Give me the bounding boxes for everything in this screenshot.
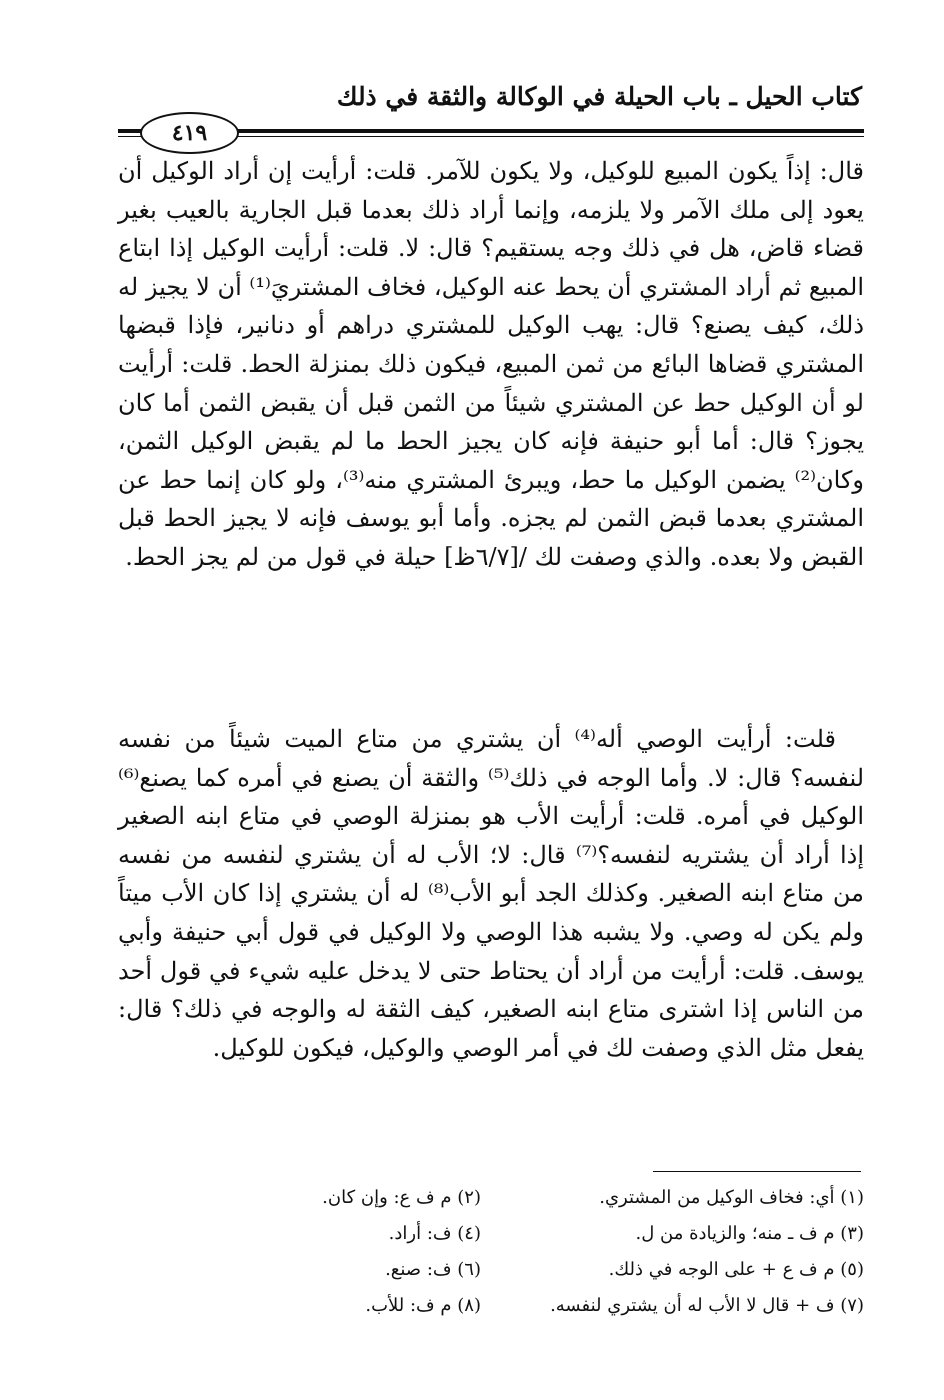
paragraph-2: قلت: أرأيت الوصي أله⁽⁴⁾ أن يشتري من متاع الميت شيئاً من نفسه لنفسه؟ قال: لا. وأما الوجه في ذلك⁽⁵⁾ والثقة أن يصنع في أمره كما يصنع⁽⁶⁾ الوكيل في أمره. قلت: أرأيت الأب هو بمنزلة الوصي في متاع ابنه الصغير إذا أراد أن يشتريه لنفسه؟⁽⁷⁾ قال: لا؛ الأب له أن يشتري لنفسه من نفسه من متاع ابنه الصغير. وكذلك الجد أبو الأب⁽⁸⁾ له أن يشتري إذا كان الأب ميتاً ولم يكن له وصي. ولا يشبه هذا الوصي ولا الوكيل في قول أبي حنيفة وأبي يوسف. قلت: أرأيت من أراد أن يحتاط حتى لا يدخل عليه شيء في قول أحد من الناس إذا اشترى متاع ابنه الصغير، كيف الثقة له والوجه في ذلك؟ قال: يفعل مثل الذي وصفت لك في أمر الوصي والوكيل، فيكون للوكيل. bbox=[118, 725, 865, 1062]
running-header-title: كتاب الحيل ـ باب الحيلة في الوكالة والثقة في ذلك bbox=[336, 82, 862, 111]
footnote-8: (٨) م ف: للأب. bbox=[365, 1295, 481, 1316]
footnote-4: (٤) ف: أراد. bbox=[388, 1223, 481, 1244]
footnote-7: (٧) ف + قال لا الأب له أن يشتري لنفسه. bbox=[550, 1295, 864, 1316]
footnote-separator bbox=[653, 1171, 861, 1172]
page-number: ٤١٩ bbox=[140, 112, 239, 154]
footnote-1: (١) أي: فخاف الوكيل من المشتري. bbox=[599, 1187, 864, 1208]
paragraph-1: قال: إذاً يكون المبيع للوكيل، ولا يكون للآمر. قلت: أرأيت إن أراد الوكيل أن يعود إلى ملك الآمر ولا يلزمه، وإنما أراد ذلك بعدما قبل الجارية بالعيب بغير قضاء قاض، هل في ذلك وجه يستقيم؟ قال: لا. قلت: أرأيت الوكيل إذا ابتاع المبيع ثم أراد المشتري أن يحط عنه الوكيل، فخاف المشتريَ⁽¹⁾ أن لا يجيز له ذلك، كيف يصنع؟ قال: يهب الوكيل للمشتري دراهم أو دنانير، فإذا قبضها المشتري قضاها البائع من ثمن المبيع، فيكون ذلك بمنزلة الحط. قلت: أرأيت لو أن الوكيل حط عن المشتري شيئاً من الثمن قبل أن يقبض الثمن أما كان يجوز؟ قال: أما أبو حنيفة فإنه كان يجيز الحط ما لم يقبض الوكيل الثمن، وكان⁽²⁾ يضمن الوكيل ما حط، ويبرئ المشتري منه⁽³⁾، ولو كان إنما حط عن المشتري بعدما قبض الثمن لم يجزه. وأما أبو يوسف فإنه لا يجيز الحط قبل القبض ولا بعده. والذي وصفت لك /[٦/٧ظ] حيلة في قول من لم يجز الحط. bbox=[118, 157, 864, 571]
footnote-2: (٢) م ف ع: وإن كان. bbox=[322, 1187, 481, 1208]
footnote-3: (٣) م ف ـ منه؛ والزيادة من ل. bbox=[635, 1223, 864, 1244]
footnotes bbox=[118, 1180, 864, 1324]
footnote-6: (٦) ف: صنع. bbox=[385, 1259, 481, 1280]
footnote-5: (٥) م ف ع + على الوجه في ذلك. bbox=[608, 1259, 864, 1280]
